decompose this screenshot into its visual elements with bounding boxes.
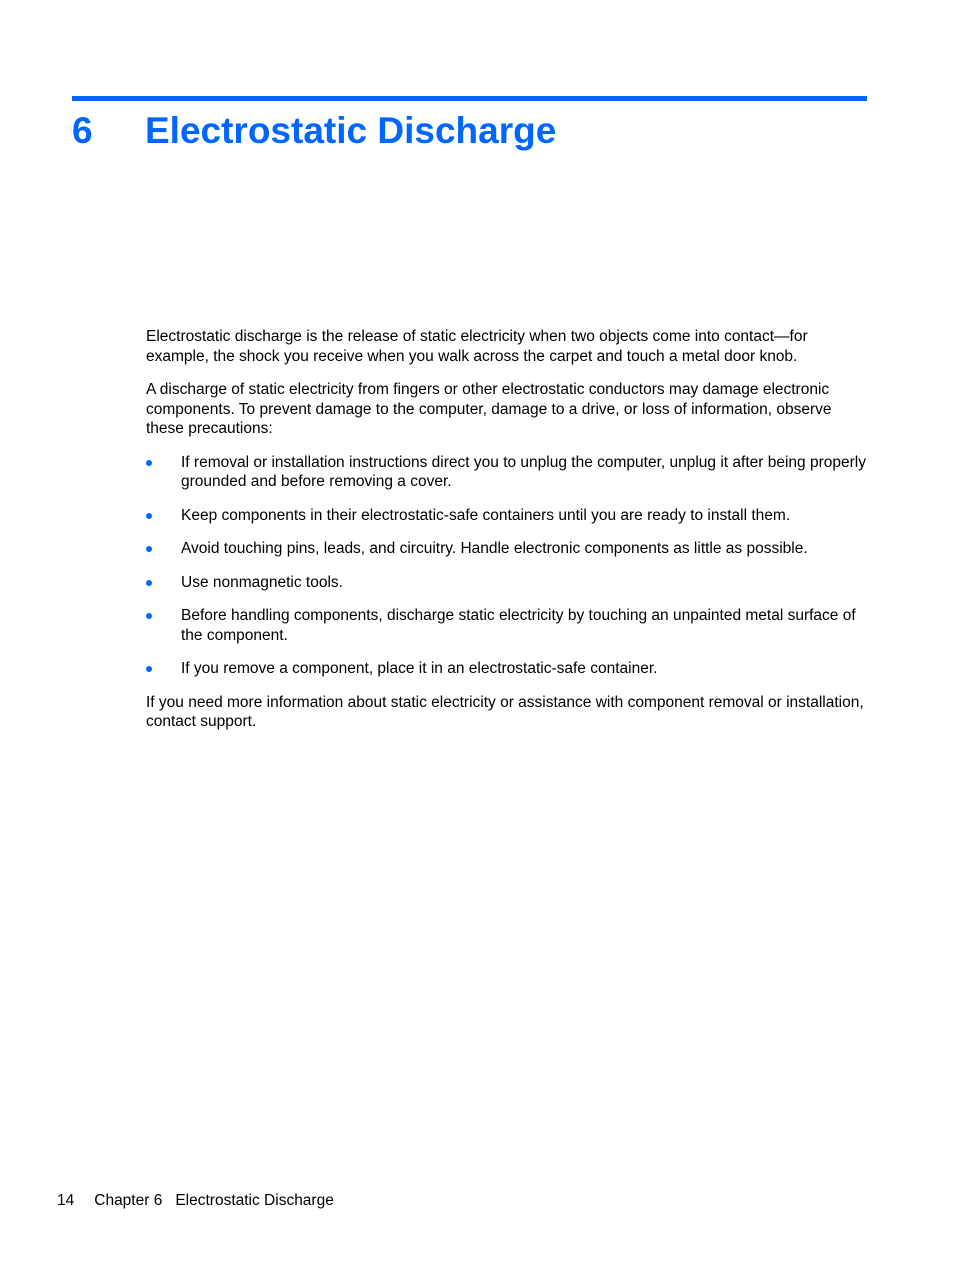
bullet-icon [146,666,152,672]
chapter-heading [72,108,556,154]
list-item-text: Before handling components, discharge static electricity by touching an unpainted metal surface of the component. [181,607,856,644]
bullet-icon [146,460,152,466]
list-item-text: Keep components in their electrostatic-safe containers until you are ready to install them. [181,506,791,524]
precautions-list [146,453,871,679]
list-item [146,506,871,526]
chapter-number: 6 [72,110,93,151]
page-footer [57,1191,334,1211]
closing-paragraph: If you need more information about static electricity or assistance with component removal or installation, contact support. [146,693,864,730]
bullet-icon [146,546,152,552]
precautions-paragraph: A discharge of static electricity from fingers or other electrostatic conductors may damage electronic components. To prevent damage to the computer, damage to a drive, or loss of information, observe these precautions: [146,381,832,437]
body-content [146,327,871,746]
footer-chapter-title: Electrostatic Discharge [175,1192,334,1209]
list-item-text: Use nonmagnetic tools. [181,573,343,591]
bullet-icon [146,580,152,586]
chapter-title: Electrostatic Discharge [145,110,557,151]
list-item [146,539,871,559]
page-number: 14 [57,1192,75,1209]
list-item-text: If you remove a component, place it in an electrostatic-safe container. [181,660,658,677]
footer-chapter-label: Chapter 6 [94,1192,163,1209]
list-item [146,606,871,645]
heading-rule [72,96,867,101]
intro-paragraph: Electrostatic discharge is the release of static electricity when two objects come into contact—for example, the shock you receive when you walk across the carpet and touch a metal door knob. [146,328,808,365]
list-item-text: Avoid touching pins, leads, and circuitry. Handle electronic components as little as possible. [181,540,808,557]
bullet-icon [146,513,152,519]
list-item-text: If removal or installation instructions direct you to unplug the computer, unplug it after being properly grounded and before removing a cover. [181,453,866,490]
list-item [146,453,871,492]
list-item [146,659,871,679]
list-item [146,573,871,593]
bullet-icon [146,613,152,619]
